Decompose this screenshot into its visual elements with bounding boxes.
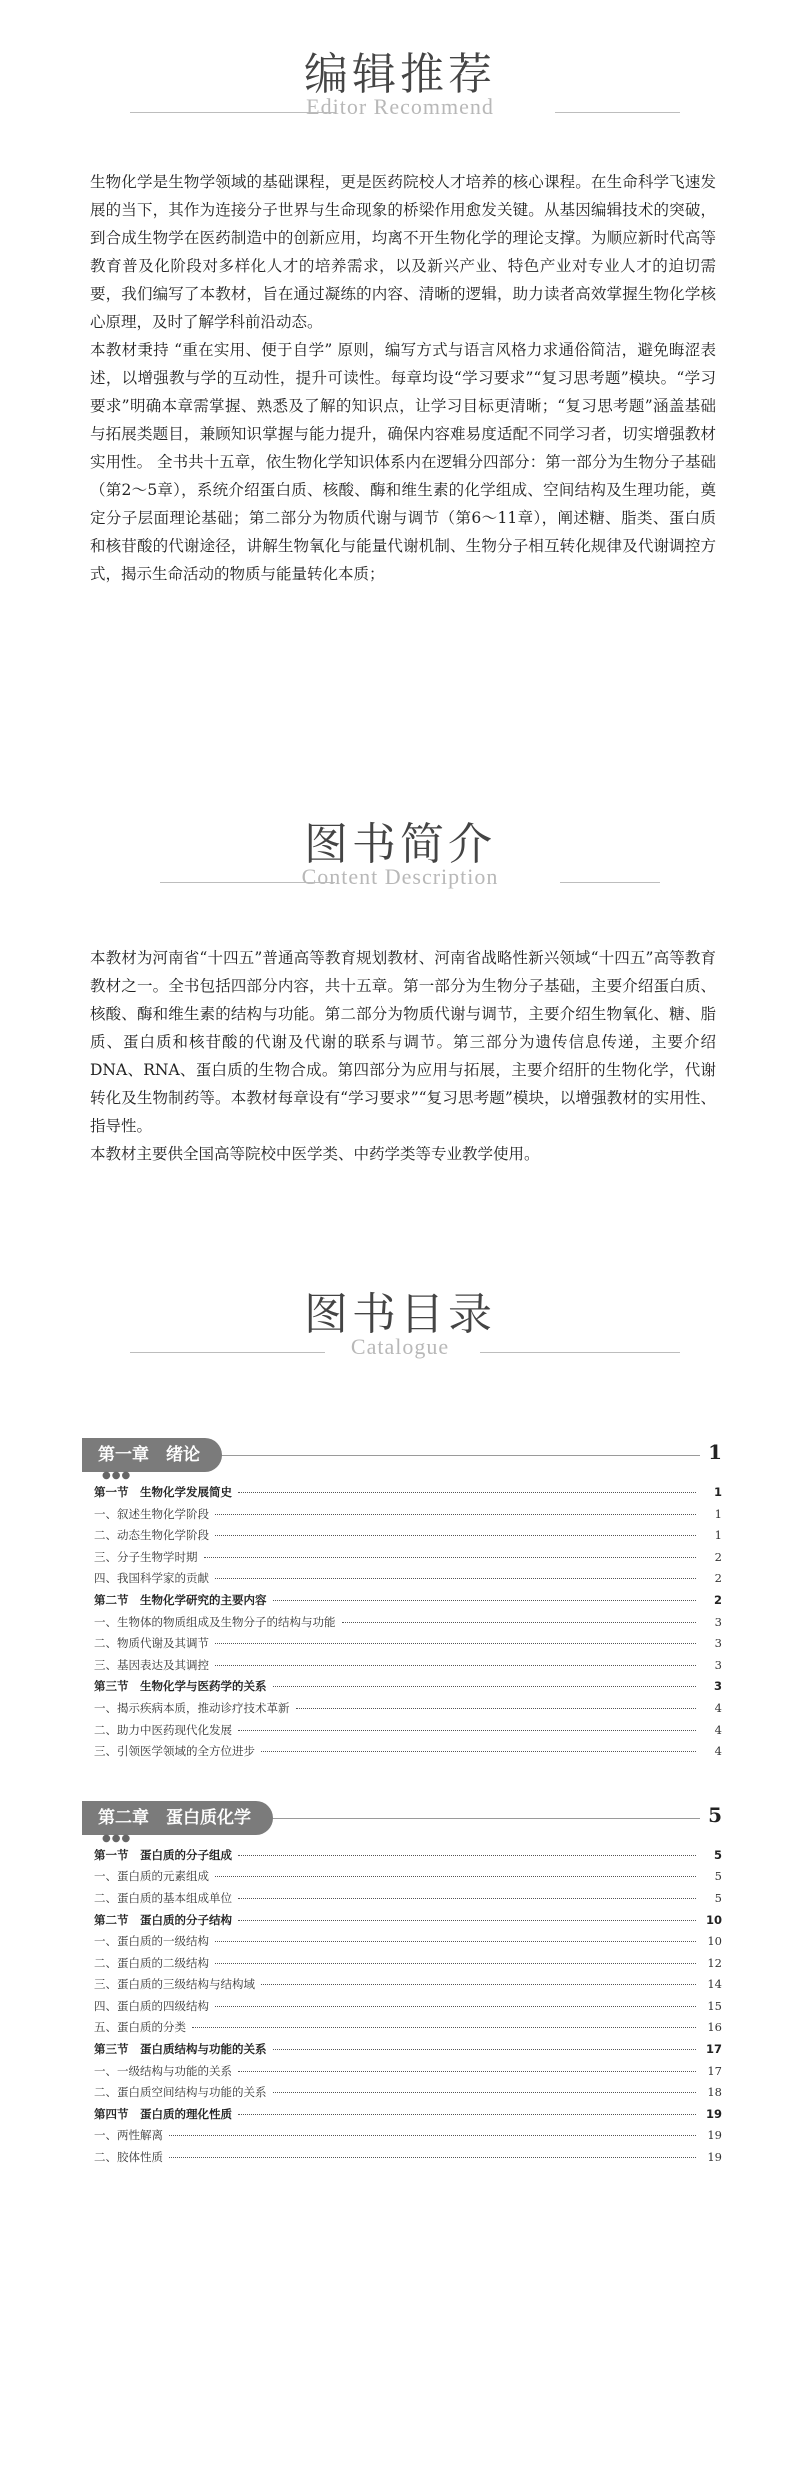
toc-entry-page: 4 bbox=[714, 1700, 722, 1715]
section-title: 编辑推荐 bbox=[304, 49, 496, 100]
toc-entry-label: 二、蛋白质空间结构与功能的关系 bbox=[94, 2085, 267, 2100]
toc-section-row bbox=[82, 2106, 722, 2128]
dot-leader bbox=[273, 1600, 697, 1601]
paragraph: 本教材为河南省“十四五”普通高等教育规划教材、河南省战略性新兴领域“十四五”高等教育教材之一。全书包括四部分内容，共十五章。第一部分为生物分子基础，主要介绍蛋白质、核酸、酶和维生素的结构与功能。第二部分为物质代谢与调节，主要介绍生物氧化、糖、脂质、蛋白质和核苷酸的代谢及代谢的联系与调节。第三部分为遗传信息传递，主要介绍DNA、RNA、蛋白质的生物合成。第四部分为应用与拓展，主要介绍肝的生物化学，代谢转化及生物制药等。本教材每章设有“学习要求”“复习思考题”模块，以增强教材的实用性、指导性。 bbox=[90, 949, 716, 1135]
toc-entry-label: 第四节 蛋白质的理化性质 bbox=[94, 2106, 232, 2121]
chapter-dots-decoration: ●●● bbox=[102, 1470, 132, 1481]
toc-entry-page: 1 bbox=[714, 1528, 722, 1543]
toc-entry-page: 2 bbox=[714, 1571, 722, 1586]
dot-leader bbox=[215, 1941, 696, 1942]
dot-leader bbox=[192, 2027, 696, 2028]
toc-entry-page: 3 bbox=[713, 1679, 722, 1694]
table-of-contents bbox=[82, 1432, 722, 2171]
toc-entry-label: 二、蛋白质的基本组成单位 bbox=[94, 1890, 232, 1905]
content-description-heading bbox=[0, 800, 800, 920]
toc-entry-page: 17 bbox=[707, 2063, 722, 2078]
dot-leader bbox=[215, 1535, 696, 1536]
toc-section-row bbox=[82, 2041, 722, 2063]
toc-subsection-row bbox=[82, 1722, 722, 1744]
paragraph: 生物化学是生物学领域的基础课程，更是医药院校人才培养的核心课程。在生命科学飞速发展的当下，其作为连接分子世界与生命现象的桥梁作用愈发关键。从基因编辑技术的突破，到合成生物学在医药制造中的创新应用，均离不开生物化学的理论支撑。为顺应新时代高等教育普及化阶段对多样化人才的培养需求，以及新兴产业、特色产业对专业人才的迫切需要，我们编写了本教材，旨在通过凝练的内容、清晰的逻辑，助力读者高效掌握生物化学核心原理，及时了解学科前沿动态。 bbox=[90, 173, 716, 331]
dot-leader bbox=[261, 1984, 696, 1985]
toc-subsection-row bbox=[82, 2127, 722, 2149]
toc-entry-page: 19 bbox=[705, 2106, 722, 2121]
dot-leader bbox=[215, 1643, 696, 1644]
toc-entry-label: 五、蛋白质的分类 bbox=[94, 2020, 186, 2035]
chapter-header bbox=[82, 1795, 722, 1844]
editor-recommend-heading bbox=[0, 30, 800, 150]
toc-entry-page: 2 bbox=[713, 1592, 722, 1607]
toc-entry-label: 二、物质代谢及其调节 bbox=[94, 1636, 209, 1651]
toc-entry-page: 4 bbox=[714, 1744, 722, 1759]
toc-subsection-row bbox=[82, 1743, 722, 1765]
toc-entry-page: 3 bbox=[714, 1636, 722, 1651]
toc-entry-label: 第三节 生物化学与医药学的关系 bbox=[94, 1679, 267, 1694]
toc-chapter bbox=[82, 1795, 722, 2171]
section-subtitle: Content Description bbox=[301, 864, 499, 889]
chapter-header bbox=[82, 1432, 722, 1481]
toc-subsection-row bbox=[82, 2084, 722, 2106]
dot-leader bbox=[169, 2157, 696, 2158]
toc-entry-label: 第三节 蛋白质结构与功能的关系 bbox=[94, 2042, 267, 2057]
dot-leader bbox=[261, 1751, 696, 1752]
toc-entry-page: 19 bbox=[707, 2128, 722, 2143]
dot-leader bbox=[169, 2135, 696, 2136]
toc-entry-label: 一、蛋白质的元素组成 bbox=[94, 1869, 209, 1884]
chapter-page-number: 5 bbox=[700, 1803, 722, 1827]
toc-subsection-row bbox=[82, 2149, 722, 2171]
chapter-title: 第二章 蛋白质化学 bbox=[82, 1801, 273, 1835]
toc-entry-label: 第一节 生物化学发展简史 bbox=[94, 1485, 232, 1499]
toc-subsection-row bbox=[82, 1976, 722, 1998]
dot-leader bbox=[342, 1622, 697, 1623]
dot-leader bbox=[273, 1686, 697, 1687]
toc-subsection-row bbox=[82, 1635, 722, 1657]
toc-entry-label: 一、两性解离 bbox=[94, 2128, 163, 2143]
toc-entry-page: 5 bbox=[713, 1847, 722, 1862]
toc-subsection-row bbox=[82, 1570, 722, 1592]
dot-leader bbox=[238, 2071, 696, 2072]
toc-entry-label: 第一节 蛋白质的分子组成 bbox=[94, 1847, 232, 1862]
dot-leader bbox=[238, 2114, 696, 2115]
paragraph: 本教材主要供全国高等院校中医学类、中药学类等专业教学使用。 bbox=[90, 1145, 540, 1163]
toc-entry-label: 三、基因表达及其调控 bbox=[94, 1657, 209, 1672]
toc-chapter bbox=[82, 1432, 722, 1765]
toc-entry-label: 二、蛋白质的二级结构 bbox=[94, 1955, 209, 1970]
dot-leader bbox=[273, 2049, 697, 2050]
dot-leader bbox=[215, 1514, 696, 1515]
section-subtitle: Editor Recommend bbox=[306, 94, 494, 119]
toc-entry-page: 1 bbox=[714, 1506, 722, 1521]
dot-leader bbox=[215, 1665, 696, 1666]
catalogue-heading bbox=[0, 1270, 800, 1390]
toc-subsection-row bbox=[82, 1527, 722, 1549]
toc-entry-label: 二、动态生物化学阶段 bbox=[94, 1528, 209, 1543]
toc-subsection-row bbox=[82, 2063, 722, 2085]
dot-leader bbox=[215, 1963, 696, 1964]
toc-subsection-row bbox=[82, 1998, 722, 2020]
dot-leader bbox=[238, 1920, 696, 1921]
toc-entry-page: 10 bbox=[705, 1912, 722, 1927]
dot-leader bbox=[238, 1730, 696, 1731]
chapter-page-number: 1 bbox=[700, 1440, 722, 1464]
toc-subsection-row bbox=[82, 1506, 722, 1528]
toc-entry-label: 四、蛋白质的四级结构 bbox=[94, 1998, 209, 2013]
toc-section-row bbox=[82, 1912, 722, 1934]
toc-entry-label: 四、我国科学家的贡献 bbox=[94, 1571, 209, 1586]
toc-entry-label: 第二节 蛋白质的分子结构 bbox=[94, 1912, 232, 1927]
toc-entry-label: 二、胶体性质 bbox=[94, 2150, 163, 2165]
chapter-dots-decoration: ●●● bbox=[102, 1832, 132, 1844]
toc-entry-label: 三、分子生物学时期 bbox=[94, 1549, 198, 1564]
toc-subsection-row bbox=[82, 1955, 722, 1977]
dot-leader bbox=[215, 1876, 696, 1877]
toc-subsection-row bbox=[82, 1933, 722, 1955]
dot-leader bbox=[238, 1898, 696, 1899]
toc-subsection-row bbox=[82, 1614, 722, 1636]
toc-entry-label: 三、蛋白质的三级结构与结构域 bbox=[94, 1977, 255, 1992]
toc-entry-page: 19 bbox=[707, 2150, 722, 2165]
dot-leader bbox=[215, 2006, 696, 2007]
toc-subsection-row bbox=[82, 1657, 722, 1679]
toc-entry-page: 3 bbox=[714, 1614, 722, 1629]
content-description-text bbox=[90, 944, 716, 1168]
toc-entry-page: 10 bbox=[707, 1934, 722, 1949]
toc-entry-page: 18 bbox=[707, 2085, 722, 2100]
toc-entry-page: 2 bbox=[714, 1549, 722, 1564]
dot-leader bbox=[204, 1557, 697, 1558]
toc-subsection-row bbox=[82, 2019, 722, 2041]
toc-entry-label: 一、蛋白质的一级结构 bbox=[94, 1934, 209, 1949]
dot-leader bbox=[273, 2092, 697, 2093]
toc-subsection-row bbox=[82, 1700, 722, 1722]
toc-entry-label: 一、一级结构与功能的关系 bbox=[94, 2063, 232, 2078]
toc-entry-label: 第二节 生物化学研究的主要内容 bbox=[94, 1592, 267, 1607]
toc-entry-label: 一、生物体的物质组成及生物分子的结构与功能 bbox=[94, 1614, 336, 1629]
toc-entry-page: 16 bbox=[707, 2020, 722, 2035]
section-title: 图书简介 bbox=[304, 819, 496, 870]
dot-leader bbox=[296, 1708, 697, 1709]
toc-entry-page: 5 bbox=[714, 1890, 722, 1905]
toc-entry-page: 14 bbox=[707, 1977, 722, 1992]
toc-entry-page: 3 bbox=[714, 1657, 722, 1672]
toc-entry-label: 一、揭示疾病本质，推动诊疗技术革新 bbox=[94, 1700, 290, 1715]
toc-section-row bbox=[82, 1484, 722, 1506]
toc-subsection-row bbox=[82, 1549, 722, 1571]
toc-entry-label: 一、叙述生物化学阶段 bbox=[94, 1506, 209, 1521]
toc-entry-page: 17 bbox=[705, 2042, 722, 2057]
toc-section-row bbox=[82, 1678, 722, 1700]
paragraph: 本教材秉持 “重在实用、便于自学” 原则，编写方式与语言风格力求通俗简洁，避免晦涩表述，以增强教与学的互动性，提升可读性。每章均设“学习要求”“复习思考题”模块。“学习要求”明确本章需掌握、熟悉及了解的知识点，让学习目标更清晰；“复习思考题”涵盖基础与拓展类题目，兼顾知识掌握与能力提升，确保内容难易度适配不同学习者，切实增强教材实用性。 全书共十五章，依生物化学知识体系内在逻辑分四部分：第一部分为生物分子基础（第2～5章），系统介绍蛋白质、核酸、酶和维生素的化学组成、空间结构及生理功能，奠定分子层面理论基础；第二部分为物质代谢与调节（第6～11章），阐述糖、脂类、蛋白质和核苷酸的代谢途径，讲解生物氧化与能量代谢机制、生物分子相互转化规律及代谢调控方式，揭示生命活动的物质与能量转化本质； bbox=[90, 341, 716, 583]
section-subtitle: Catalogue bbox=[350, 1334, 450, 1359]
toc-entry-page: 5 bbox=[714, 1869, 722, 1884]
editor-recommend-text bbox=[90, 168, 716, 588]
section-title: 图书目录 bbox=[304, 1289, 496, 1340]
toc-entry-page: 1 bbox=[713, 1485, 722, 1499]
toc-entry-page: 12 bbox=[707, 1955, 722, 1970]
dot-leader bbox=[238, 1492, 696, 1493]
toc-section-row bbox=[82, 1592, 722, 1614]
toc-entry-label: 二、助力中医药现代化发展 bbox=[94, 1722, 232, 1737]
toc-section-row bbox=[82, 1847, 722, 1869]
toc-subsection-row bbox=[82, 1890, 722, 1912]
toc-entry-label: 三、引领医学领域的全方位进步 bbox=[94, 1744, 255, 1759]
dot-leader bbox=[238, 1855, 696, 1856]
toc-entry-page: 15 bbox=[707, 1998, 722, 2013]
toc-entry-page: 4 bbox=[714, 1722, 722, 1737]
chapter-title: 第一章 绪论 bbox=[82, 1438, 222, 1472]
dot-leader bbox=[215, 1578, 696, 1579]
toc-subsection-row bbox=[82, 1868, 722, 1890]
